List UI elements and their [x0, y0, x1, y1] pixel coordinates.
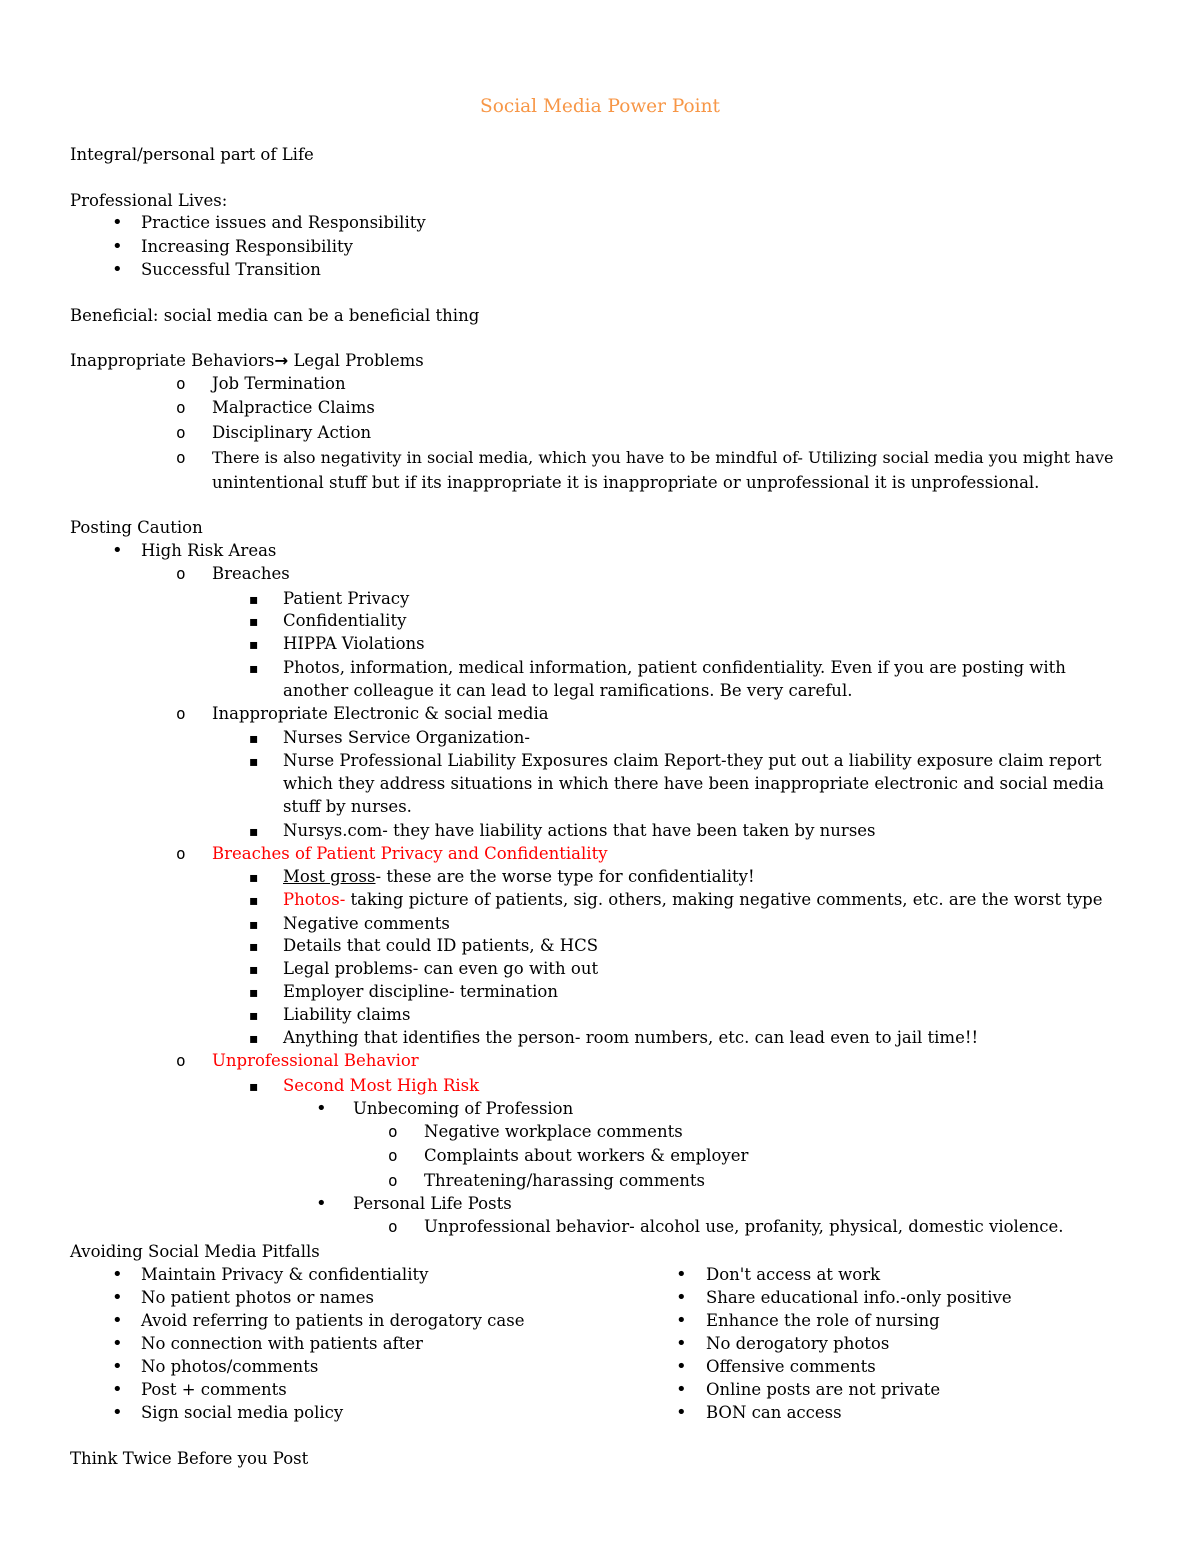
square-bullet-icon — [249, 888, 259, 913]
privacy-item: Liability claims — [283, 1005, 411, 1024]
bullet-icon — [112, 235, 123, 258]
professional-item: Increasing Responsibility — [141, 237, 353, 256]
pitfalls-right-item: Enhance the role of nursing — [706, 1311, 940, 1330]
unbecoming-item: Negative workplace comments — [424, 1122, 683, 1141]
most-gross-label: Most gross — [283, 867, 376, 886]
bullet-icon — [112, 1401, 123, 1424]
closing-line: Think Twice Before you Post — [70, 1449, 309, 1468]
photos-rest: taking picture of patients, sig. others, making negative comments, etc. are the worst type — [345, 890, 1103, 909]
document-title: Social Media Power Point — [480, 96, 720, 117]
inappropriate-item: Job Termination — [212, 374, 346, 393]
square-bullet-icon — [249, 749, 259, 774]
square-bullet-icon — [249, 957, 259, 982]
professional-item: Successful Transition — [141, 260, 321, 279]
electronic-report-line1: Nurse Professional Liability Exposures claim Report-they put out a liability exposure claim report — [283, 751, 1102, 770]
bullet-icon — [676, 1309, 687, 1332]
privacy-item: Anything that identifies the person- room numbers, etc. can lead even to jail time!! — [283, 1028, 979, 1047]
inappropriate-note-line2: unintentional stuff but if its inappropriate it is inappropriate or unprofessional it is unprofessional. — [212, 473, 1040, 492]
bullet-icon — [112, 1263, 123, 1286]
electronic-label: Inappropriate Electronic & social media — [212, 704, 549, 723]
inappropriate-item: Malpractice Claims — [212, 398, 375, 417]
square-bullet-icon — [249, 1026, 259, 1051]
electronic-report-line2: which they address situations in which there have been inappropriate electronic and social media — [283, 774, 1104, 793]
pitfalls-right-item: Offensive comments — [706, 1357, 876, 1376]
pitfalls-left-item: No photos/comments — [141, 1357, 319, 1376]
bullet-icon — [676, 1355, 687, 1378]
beneficial-line: Beneficial: social media can be a beneficial thing — [70, 306, 480, 325]
unbecoming-label: Unbecoming of Profession — [353, 1099, 574, 1118]
circle-bullet-icon — [176, 446, 186, 469]
bullet-icon — [112, 1332, 123, 1355]
bullet-icon — [112, 1355, 123, 1378]
pitfalls-left-item: Sign social media policy — [141, 1403, 344, 1422]
circle-bullet-icon — [176, 372, 186, 395]
electronic-nursys: Nursys.com- they have liability actions that have been taken by nurses — [283, 821, 876, 840]
professional-heading: Professional Lives: — [70, 191, 228, 210]
circle-bullet-icon — [176, 421, 186, 444]
pitfalls-left-item: Avoid referring to patients in derogatory case — [141, 1311, 525, 1330]
pitfalls-heading: Avoiding Social Media Pitfalls — [70, 1242, 320, 1261]
circle-bullet-icon — [388, 1120, 398, 1143]
unbecoming-item: Threatening/harassing comments — [424, 1171, 705, 1190]
pitfalls-left-item: No patient photos or names — [141, 1288, 374, 1307]
photos-label: Photos- — [283, 890, 346, 909]
inappropriate-note-line1: There is also negativity in social media, which you have to be mindful of- Utilizing social media you might have — [212, 448, 1114, 467]
square-bullet-icon — [249, 1074, 259, 1099]
bullet-icon — [676, 1401, 687, 1424]
pitfalls-right-item: Share educational info.-only positive — [706, 1288, 1012, 1307]
privacy-photos — [283, 888, 1102, 911]
bullet-icon — [112, 1309, 123, 1332]
inappropriate-heading-a: Inappropriate Behaviors — [70, 351, 275, 370]
square-bullet-icon — [249, 934, 259, 959]
square-bullet-icon — [249, 1003, 259, 1028]
circle-bullet-icon — [388, 1215, 398, 1238]
breaches-item: Confidentiality — [283, 611, 407, 630]
pitfalls-right-item: Don't access at work — [706, 1265, 881, 1284]
privacy-label: Breaches of Patient Privacy and Confidentiality — [212, 844, 608, 863]
circle-bullet-icon — [388, 1169, 398, 1192]
privacy-item: Legal problems- can even go with out — [283, 959, 599, 978]
square-bullet-icon — [249, 819, 259, 844]
arrow-right-icon: → — [274, 351, 289, 370]
electronic-report-line3: stuff by nurses. — [283, 797, 412, 816]
square-bullet-icon — [249, 632, 259, 657]
posting-heading: Posting Caution — [70, 518, 203, 537]
breaches-item: Patient Privacy — [283, 589, 410, 608]
square-bullet-icon — [249, 609, 259, 634]
privacy-item: Details that could ID patients, & HCS — [283, 936, 599, 955]
professional-item: Practice issues and Responsibility — [141, 213, 426, 232]
bullet-icon — [676, 1286, 687, 1309]
privacy-item: Employer discipline- termination — [283, 982, 558, 1001]
circle-bullet-icon — [176, 396, 186, 419]
bullet-icon — [112, 1378, 123, 1401]
bullet-icon — [676, 1263, 687, 1286]
bullet-icon — [112, 539, 123, 562]
square-bullet-icon — [249, 726, 259, 751]
bullet-icon — [316, 1192, 327, 1215]
bullet-icon — [112, 211, 123, 234]
bullet-icon — [112, 258, 123, 281]
bullet-icon — [316, 1097, 327, 1120]
circle-bullet-icon — [388, 1144, 398, 1167]
pitfalls-right-item: Online posts are not private — [706, 1380, 941, 1399]
personal-label: Personal Life Posts — [353, 1194, 512, 1213]
pitfalls-left-item: Post + comments — [141, 1380, 287, 1399]
circle-bullet-icon — [176, 1049, 186, 1072]
personal-item: Unprofessional behavior- alcohol use, profanity, physical, domestic violence. — [424, 1217, 1064, 1236]
circle-bullet-icon — [176, 562, 186, 585]
privacy-item: Negative comments — [283, 914, 450, 933]
circle-bullet-icon — [176, 842, 186, 865]
square-bullet-icon — [249, 656, 259, 681]
unbecoming-item: Complaints about workers & employer — [424, 1146, 749, 1165]
breaches-item: HIPPA Violations — [283, 634, 425, 653]
circle-bullet-icon — [176, 702, 186, 725]
privacy-most-gross — [283, 865, 755, 888]
breaches-label: Breaches — [212, 564, 290, 583]
breaches-photos-line1: Photos, information, medical information, patient confidentiality. Even if you are posting with — [283, 658, 1066, 677]
intro-line: Integral/personal part of Life — [70, 145, 314, 164]
square-bullet-icon — [249, 865, 259, 890]
electronic-nso: Nurses Service Organization- — [283, 728, 530, 747]
unprofessional-label: Unprofessional Behavior — [212, 1051, 419, 1070]
breaches-photos-line2: another colleague it can lead to legal ramifications. Be very careful. — [283, 681, 853, 700]
pitfalls-left-item: Maintain Privacy & confidentiality — [141, 1265, 429, 1284]
inappropriate-item: Disciplinary Action — [212, 423, 372, 442]
bullet-icon — [676, 1332, 687, 1355]
pitfalls-right-item: BON can access — [706, 1403, 842, 1422]
inappropriate-heading-b: Legal Problems — [288, 351, 424, 370]
second-high-risk: Second Most High Risk — [283, 1076, 480, 1095]
most-gross-rest: - these are the worse type for confidentiality! — [375, 867, 755, 886]
high-risk-label: High Risk Areas — [141, 541, 277, 560]
pitfalls-right-item: No derogatory photos — [706, 1334, 890, 1353]
bullet-icon — [676, 1378, 687, 1401]
inappropriate-heading — [70, 349, 424, 372]
square-bullet-icon — [249, 980, 259, 1005]
pitfalls-left-item: No connection with patients after — [141, 1334, 423, 1353]
bullet-icon — [112, 1286, 123, 1309]
